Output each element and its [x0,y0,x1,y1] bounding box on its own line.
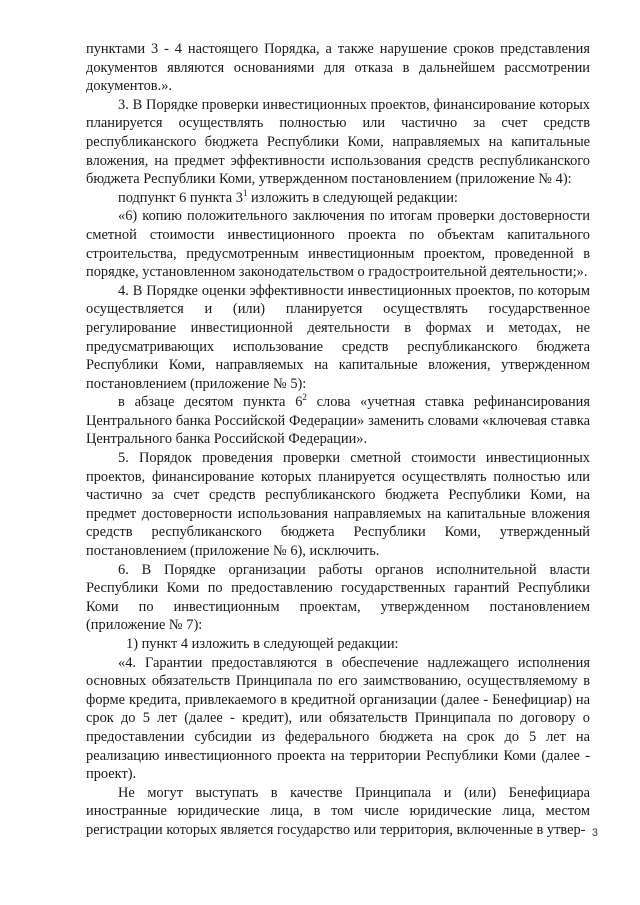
paragraph-item-6: 6. В Порядке организации работы органов исполнительной власти Республики Коми по предоставлению государственных гарантий Республики Коми по инвестиционным проектам, утвержденном постановлением (приложение № 7): [86,561,590,634]
paragraph-subitem-6-3-1 [86,189,590,208]
paragraph-item-6-2 [86,393,590,449]
paragraph-item-4: 4. В Порядке оценки эффективности инвестиционных проектов, по которым осуществляется и (или) планируется осуществлять государственное регулирование инвестиционной деятельности в формах и методах, не предусматривающих использование средств республиканского бюджета Республики Коми, направляемых на капитальные вложения, утвержденном постановлением (приложение № 5): [86,282,590,392]
paragraph-quote-4: «4. Гарантии предоставляются в обеспечение надлежащего исполнения основных обязательств Принципала по его заимствованию, осуществляемому в форме кредита, привлекаемого в кредитной организации (далее - Бенефициар) на срок до 5 лет (далее - кредит), или обязательств Принципала по договору о предоставлении субсидии из федерального бюджета на срок до 5 лет на реализацию инвестиционного проекта на территории Республики Коми (далее - проект). [86,654,590,783]
paragraph-quote-6: «6) копию положительного заключения по итогам проверки достоверности сметной стоимости инвестиционного проекта по объектам капитального строительства, предусмотренным инвестиционным проектом, проведенной в порядке, установленном законодательством о градостроительной деятельности;». [86,208,590,281]
superscript: 2 [302,392,307,403]
paragraph-item-5: 5. Порядок проведения проверки сметной стоимости инвестиционных проектов, финансирование которых планируется осуществлять полностью или частично за счет средств республиканского бюджета Республики Коми, на предмет достоверности использования направляемых на капитальные вложения средств республиканского бюджета Республики Коми, утвержденный постановлением (приложение № 6), исключить. [86,450,590,560]
paragraph-principal: Не могут выступать в качестве Принципала и (или) Бенефициара иностранные юридические лица, в том числе юридические лица, местом регистрации которых является государство или территория, включенные в утвер- [86,784,590,838]
page-number: 3 [591,827,598,839]
paragraph-subitem-1: 1) пункт 4 изложить в следующей редакции: [126,636,399,652]
superscript: 1 [242,187,248,198]
text-segment: слова «учетная ставка рефинансирования Центрального банка Российской Федерации» заменить словами «ключевая ставка Центрального банка Российской Федерации». [86,394,590,448]
text-segment: подпункт 6 пункта 3 [118,189,243,206]
paragraph-continuation: пунктами 3 - 4 настоящего Порядка, а также нарушение сроков представления документов являются основаниями для отказа в дальнейшем рассмотрении документов.». [86,41,590,95]
paragraph-item-3: 3. В Порядке проверки инвестиционных проектов, финансирование которых планируется осуществлять полностью или частично за счет средств республиканского бюджета Республики Коми, направляемых на капитальные вложения, на предмет эффективности использования средств республиканского бюджета Республики Коми, утвержденном постановлением (приложение № 4): [86,96,590,188]
text-segment: в абзаце десятом пункта 6 [118,394,303,411]
text-segment: изложить в следующей редакции: [247,189,458,206]
